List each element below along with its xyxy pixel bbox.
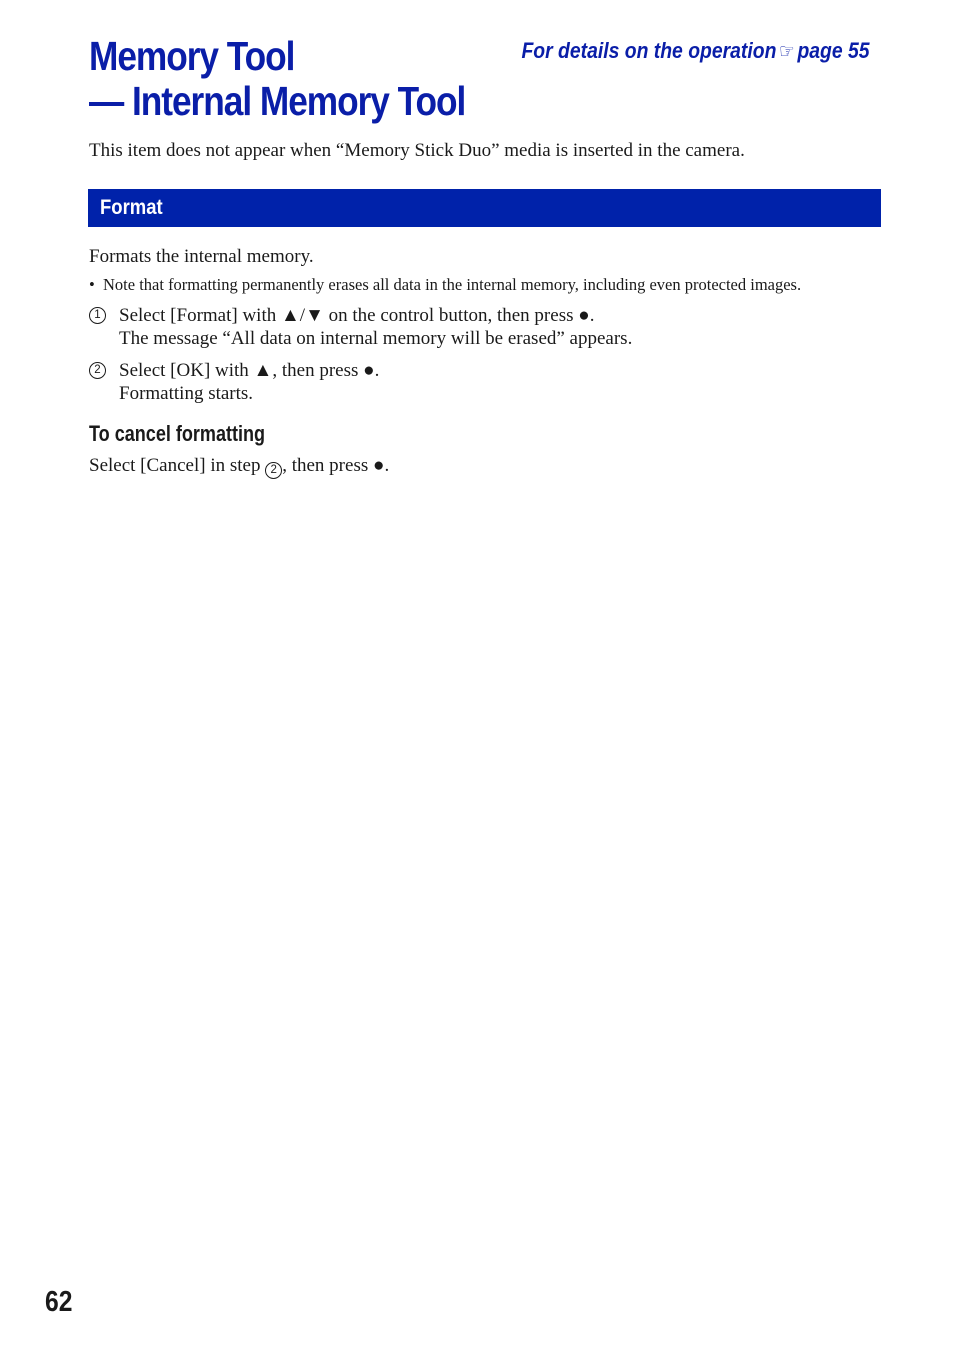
reference-page-link[interactable]: page 55 [797,38,870,63]
cancel-instruction [89,455,389,479]
reference-text: For details on the operation [521,38,777,63]
section-description: Formats the internal memory. [89,246,314,267]
note-text: Note that formatting permanently erases all data in the internal memory, including even protected images. [103,275,802,294]
step-1-instruction: Select [Format] with ▲/▼ on the control button, then press ●. [119,305,595,326]
page-number: 62 [45,1286,73,1318]
pointing-hand-icon: ☞ [779,41,796,63]
cancel-text-before: Select [Cancel] in step [89,455,266,476]
title-line-2: — Internal Memory Tool [89,78,466,124]
cancel-text-after: , then press ●. [282,455,390,476]
section-title: Format [100,196,163,219]
intro-text: This item does not appear when “Memory Stick Duo” media is inserted in the camera. [89,140,745,161]
step-2-instruction: Select [OK] with ▲, then press ●. [119,360,380,381]
step-number-icon: 2 [265,462,282,479]
note [89,275,801,295]
step-1-result: The message “All data on internal memory will be erased” appears. [119,328,633,349]
section-header-format [88,189,881,227]
title-line-1: Memory Tool [89,33,295,79]
cancel-heading: To cancel formatting [89,421,266,446]
page-title [89,34,465,124]
operation-reference [522,38,870,64]
step-number-icon: 2 [89,362,106,379]
step-2-result: Formatting starts. [119,383,254,404]
step-number-icon: 1 [89,307,106,324]
bullet-icon: • [89,275,95,294]
